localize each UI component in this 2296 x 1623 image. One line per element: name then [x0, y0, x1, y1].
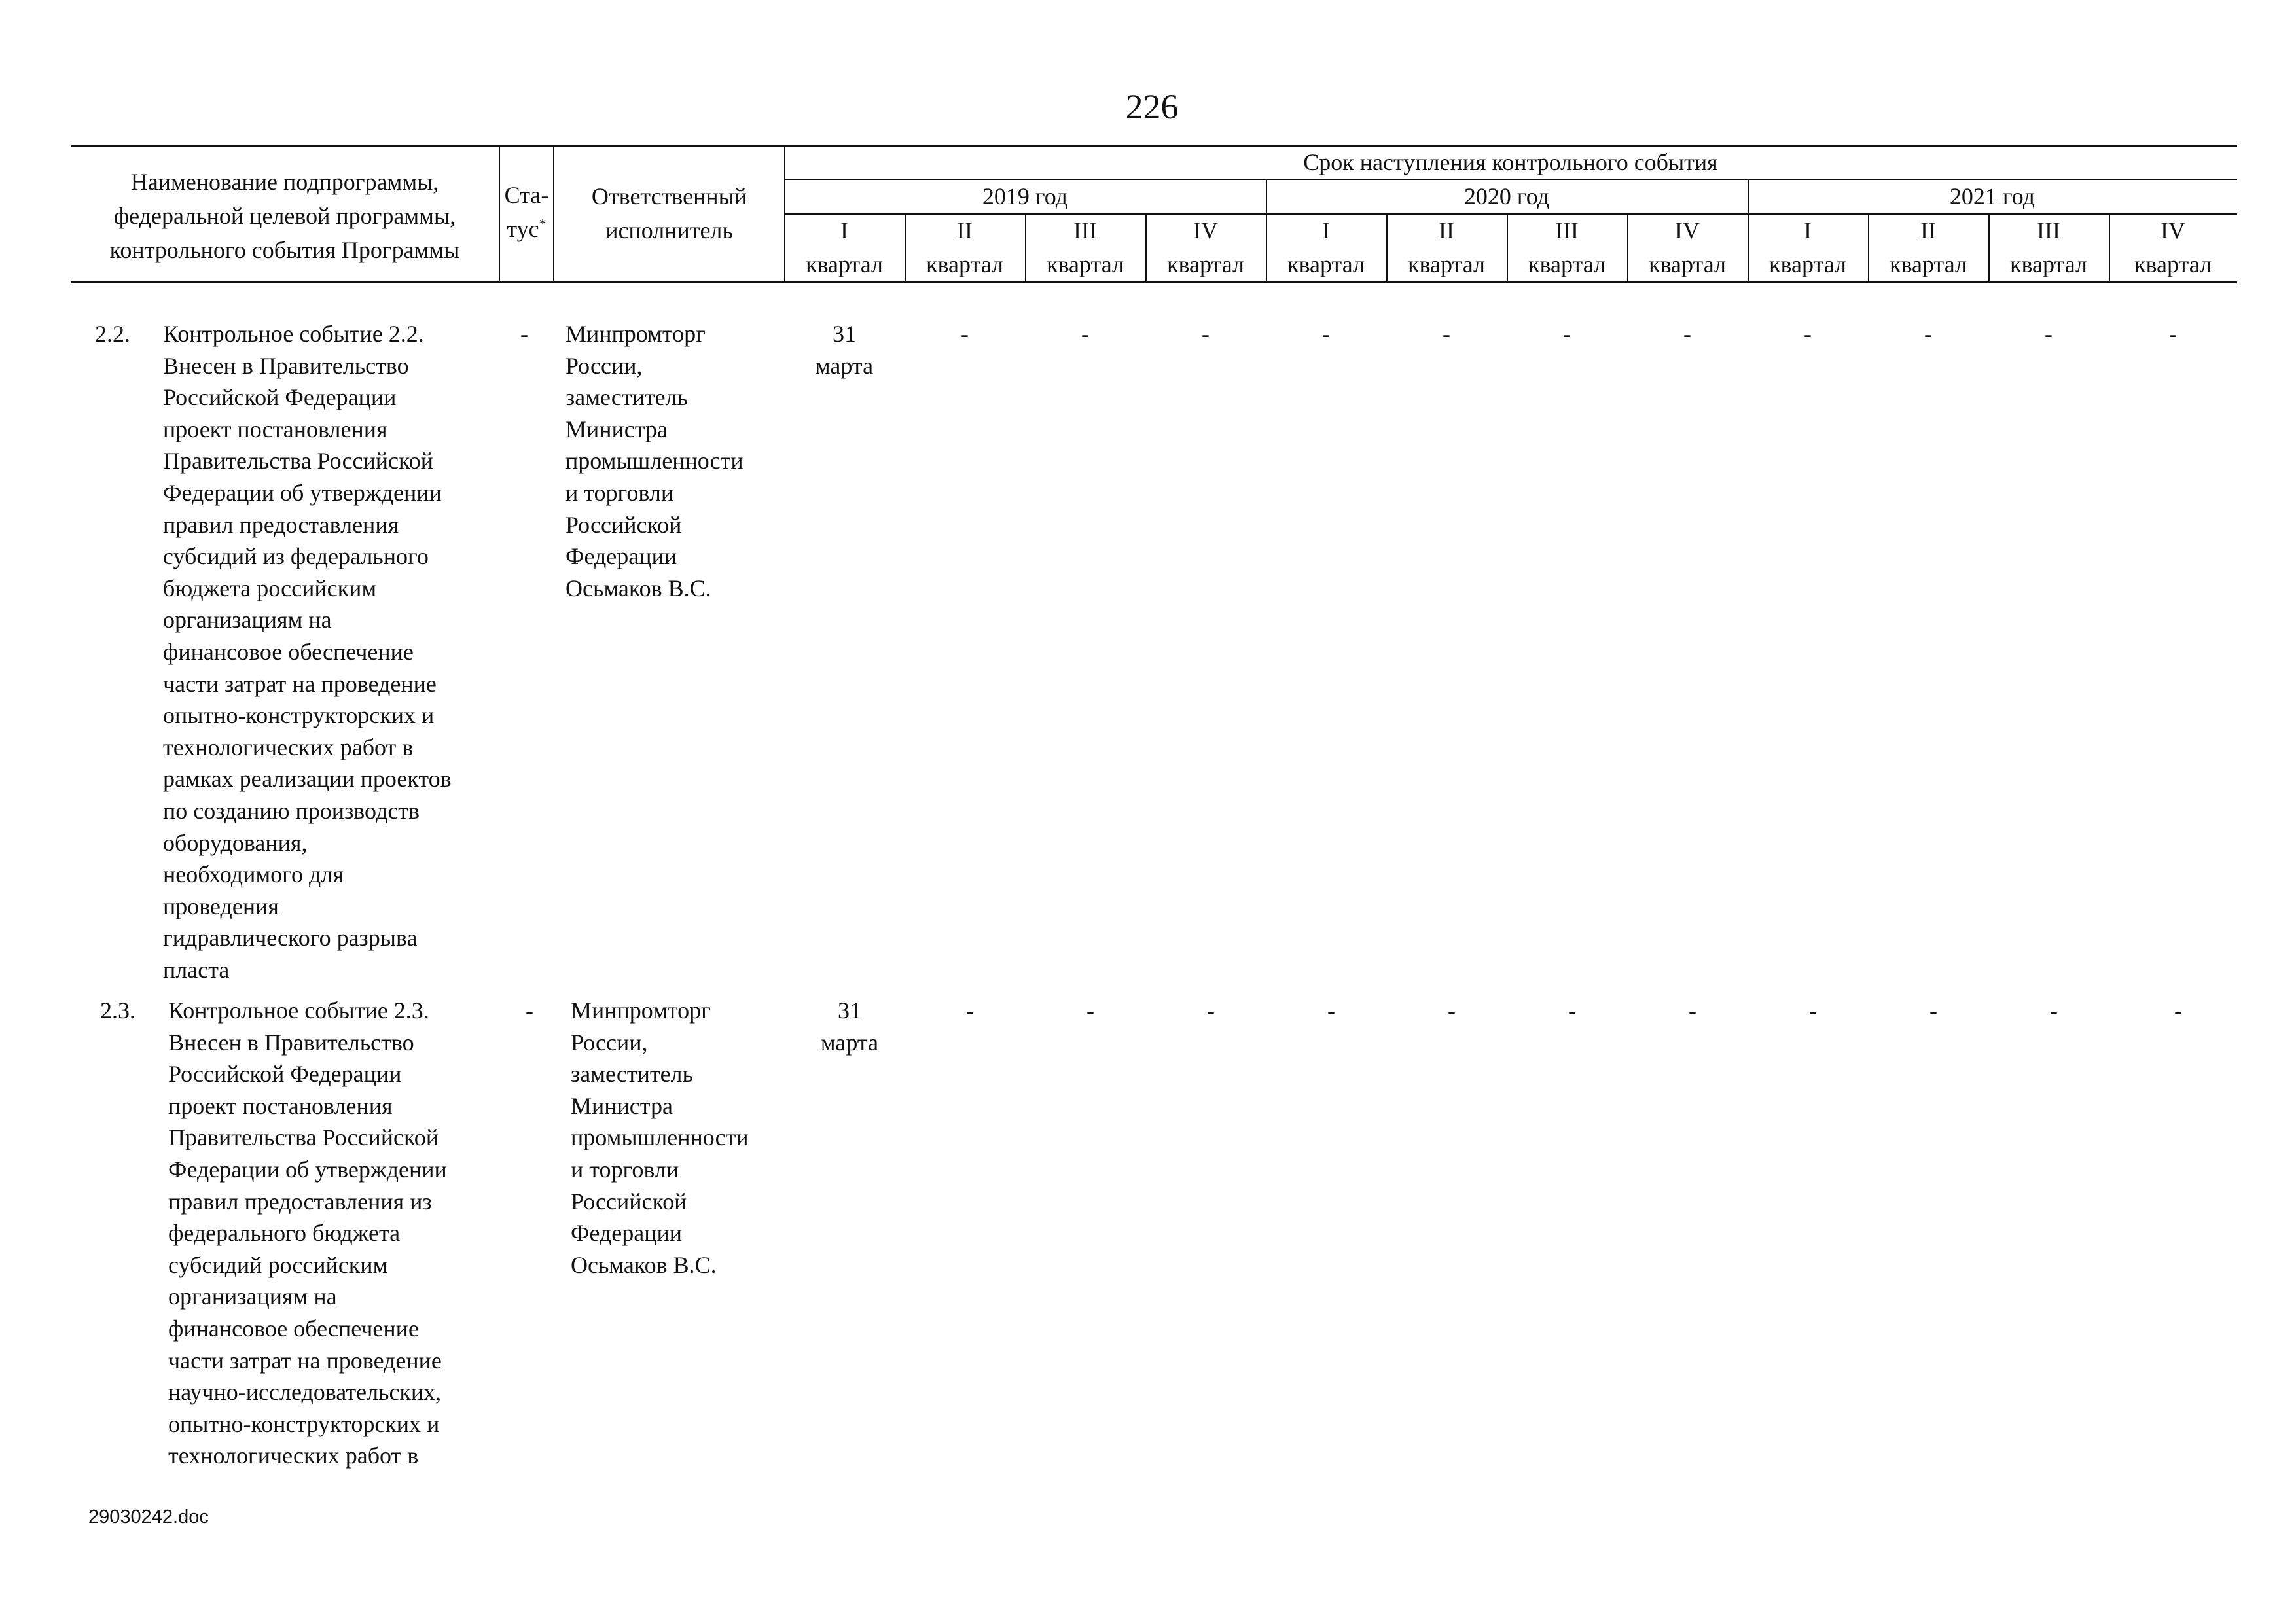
quarter-numeral: IV	[1675, 217, 1700, 243]
event-name-line: Российской Федерации	[163, 384, 397, 411]
event-name-line: организациям на	[168, 1283, 337, 1310]
event-name-line: субсидий из федерального	[163, 543, 429, 570]
status-value: -	[526, 997, 533, 1024]
event-name-line: технологических работ в	[168, 1442, 419, 1469]
event-name-line: Внесен в Правительство	[163, 352, 409, 379]
event-name-line: гидравлического разрыва	[163, 925, 418, 952]
q1-deadline-line: марта	[815, 352, 874, 379]
event-name-line: оборудования,	[163, 829, 308, 856]
executor-line: Министра	[565, 416, 668, 442]
executor-line: и торговли	[565, 480, 674, 506]
event-name-line: федерального бюджета	[168, 1220, 401, 1247]
event-name-line: технологических работ в	[163, 734, 414, 760]
quarter-word: квартал	[1890, 251, 1967, 277]
quarter-empty-dash: -	[2045, 321, 2053, 347]
quarter-numeral: I	[1322, 217, 1330, 243]
executor-line: Минпромторг	[565, 321, 706, 347]
executor-line: заместитель	[565, 384, 688, 411]
executor-line: Российской	[571, 1188, 687, 1215]
header-executor-column	[554, 179, 784, 247]
header-executor-line: Ответственный	[591, 183, 747, 209]
quarter-header	[1145, 213, 1266, 281]
executor-line: Осьмаков В.С.	[571, 1251, 717, 1278]
header-status-column	[500, 178, 553, 246]
event-name-line: правил предоставления из	[168, 1188, 432, 1215]
quarter-empty-dash: -	[2050, 997, 2058, 1024]
quarter-word: квартал	[1769, 251, 1846, 277]
year-2020: 2020 год	[1463, 183, 1550, 209]
quarter-empty-dash: -	[961, 321, 969, 347]
quarter-empty-dash: -	[1202, 321, 1210, 347]
quarter-word: квартал	[806, 251, 883, 277]
deadline-title: Срок наступления контрольного события	[1303, 149, 1718, 175]
row-number: 2.3.	[100, 997, 135, 1024]
quarter-empty-dash: -	[1448, 997, 1456, 1024]
event-name-line: Правительства Российской	[163, 448, 433, 474]
event-name-line: проект постановления	[168, 1092, 393, 1119]
status-value: -	[520, 321, 528, 347]
header-status-asterisk: *	[539, 215, 547, 232]
quarter-empty-dash: -	[1809, 997, 1817, 1024]
quarter-word: квартал	[1047, 251, 1124, 277]
executor-line: Федерации	[565, 543, 677, 570]
quarter-empty-dash: -	[1081, 321, 1089, 347]
quarter-numeral: I	[1804, 217, 1812, 243]
quarter-empty-dash: -	[1568, 997, 1576, 1024]
quarter-header	[1988, 213, 2109, 281]
quarter-numeral: IV	[1193, 217, 1218, 243]
quarter-header	[1266, 213, 1386, 281]
quarter-header	[1748, 213, 1868, 281]
executor-line: Минпромторг	[571, 997, 711, 1024]
event-name-line: финансовое обеспечение	[168, 1315, 419, 1342]
q1-deadline-line: марта	[820, 1029, 879, 1056]
quarter-numeral: III	[1555, 217, 1579, 243]
quarter-empty-dash: -	[2174, 997, 2182, 1024]
quarter-empty-dash: -	[1327, 997, 1335, 1024]
quarter-empty-dash: -	[966, 997, 974, 1024]
quarter-header	[1507, 213, 1627, 281]
quarter-numeral: III	[2037, 217, 2060, 243]
event-name-line: необходимого для	[163, 861, 344, 888]
quarter-empty-dash: -	[1929, 997, 1937, 1024]
quarter-header	[1025, 213, 1145, 281]
executor-line: промышленности	[571, 1124, 749, 1151]
executor-line: Федерации	[571, 1220, 683, 1247]
executor-line: и торговли	[571, 1156, 679, 1183]
quarter-empty-dash: -	[2169, 321, 2177, 347]
quarter-word: квартал	[1167, 251, 1244, 277]
event-name-line: опытно-конструкторских и	[163, 702, 435, 729]
year-2021: 2021 год	[1949, 183, 2036, 209]
event-name-line: финансовое обеспечение	[163, 639, 414, 665]
document-filename: 29030242.doc	[88, 1507, 209, 1527]
event-name-line: рамках реализации проектов	[163, 766, 452, 793]
quarter-empty-dash: -	[1443, 321, 1450, 347]
quarter-empty-dash: -	[1924, 321, 1932, 347]
quarter-word: квартал	[2134, 251, 2212, 277]
executor-line: Осьмаков В.С.	[565, 575, 711, 601]
q1-deadline-line: 31	[833, 321, 856, 347]
header-status-line: Ста-	[504, 182, 549, 208]
event-name-line: пласта	[163, 957, 230, 983]
executor-line: России,	[565, 352, 643, 379]
quarter-numeral: II	[957, 217, 973, 243]
executor-line: Российской	[565, 511, 682, 538]
header-name-line: контрольного события Программы	[109, 237, 460, 263]
quarter-word: квартал	[926, 251, 1003, 277]
event-name-line: Правительства Российской	[168, 1124, 439, 1151]
quarter-header	[905, 213, 1025, 281]
quarter-numeral: III	[1073, 217, 1097, 243]
year-2019: 2019 год	[982, 183, 1068, 209]
header-name-line: федеральной целевой программы,	[113, 203, 456, 229]
quarter-word: квартал	[1408, 251, 1485, 277]
quarter-numeral: IV	[2161, 217, 2185, 243]
row-number: 2.2.	[95, 321, 130, 347]
quarter-empty-dash: -	[1804, 321, 1812, 347]
quarter-numeral: I	[840, 217, 848, 243]
event-name-line: опытно-конструкторских и	[168, 1410, 440, 1437]
executor-line: заместитель	[571, 1061, 693, 1088]
quarter-header	[2109, 213, 2237, 281]
quarter-empty-dash: -	[1207, 997, 1215, 1024]
quarter-word: квартал	[1287, 251, 1365, 277]
event-name-line: проведения	[163, 893, 279, 919]
executor-line: промышленности	[565, 448, 744, 474]
header-executor-line: исполнитель	[605, 217, 733, 243]
event-name-line: Внесен в Правительство	[168, 1029, 414, 1056]
quarter-numeral: II	[1920, 217, 1936, 243]
executor-line: Министра	[571, 1092, 673, 1119]
quarter-empty-dash: -	[1683, 321, 1691, 347]
header-status-text: тус	[507, 216, 539, 242]
event-name-line: организациям на	[163, 607, 332, 633]
quarter-header	[784, 213, 905, 281]
event-name-line: Контрольное событие 2.3.	[168, 997, 429, 1024]
event-name-line: научно-исследовательских,	[168, 1379, 442, 1406]
quarter-word: квартал	[2010, 251, 2087, 277]
event-name-line: Федерации об утверждении	[163, 480, 442, 506]
event-name-line: правил предоставления	[163, 511, 399, 538]
header-status-line	[500, 207, 553, 246]
event-name-line: по созданию производств	[163, 798, 420, 824]
quarter-header	[1627, 213, 1748, 281]
q1-deadline-line: 31	[838, 997, 861, 1024]
event-name-line: Контрольное событие 2.2.	[163, 321, 424, 347]
quarter-header	[1386, 213, 1507, 281]
quarter-empty-dash: -	[1086, 997, 1094, 1024]
event-name-line: проект постановления	[163, 416, 387, 442]
event-name-line: бюджета российским	[163, 575, 377, 601]
event-name-line: части затрат на проведение	[168, 1347, 442, 1374]
quarter-numeral: II	[1439, 217, 1454, 243]
quarter-header	[1868, 213, 1988, 281]
quarter-empty-dash: -	[1689, 997, 1696, 1024]
quarter-empty-dash: -	[1322, 321, 1330, 347]
header-name-column	[71, 165, 499, 267]
page-number: 226	[1125, 87, 1179, 126]
quarter-empty-dash: -	[1563, 321, 1571, 347]
event-name-line: субсидий российским	[168, 1251, 388, 1278]
executor-line: России,	[571, 1029, 648, 1056]
event-name-line: части затрат на проведение	[163, 670, 437, 697]
quarter-word: квартал	[1528, 251, 1605, 277]
quarter-word: квартал	[1649, 251, 1726, 277]
header-name-line: Наименование подпрограммы,	[130, 169, 439, 195]
event-name-line: Российской Федерации	[168, 1061, 402, 1088]
event-name-line: Федерации об утверждении	[168, 1156, 447, 1183]
header-bottom-rule	[71, 281, 2237, 283]
